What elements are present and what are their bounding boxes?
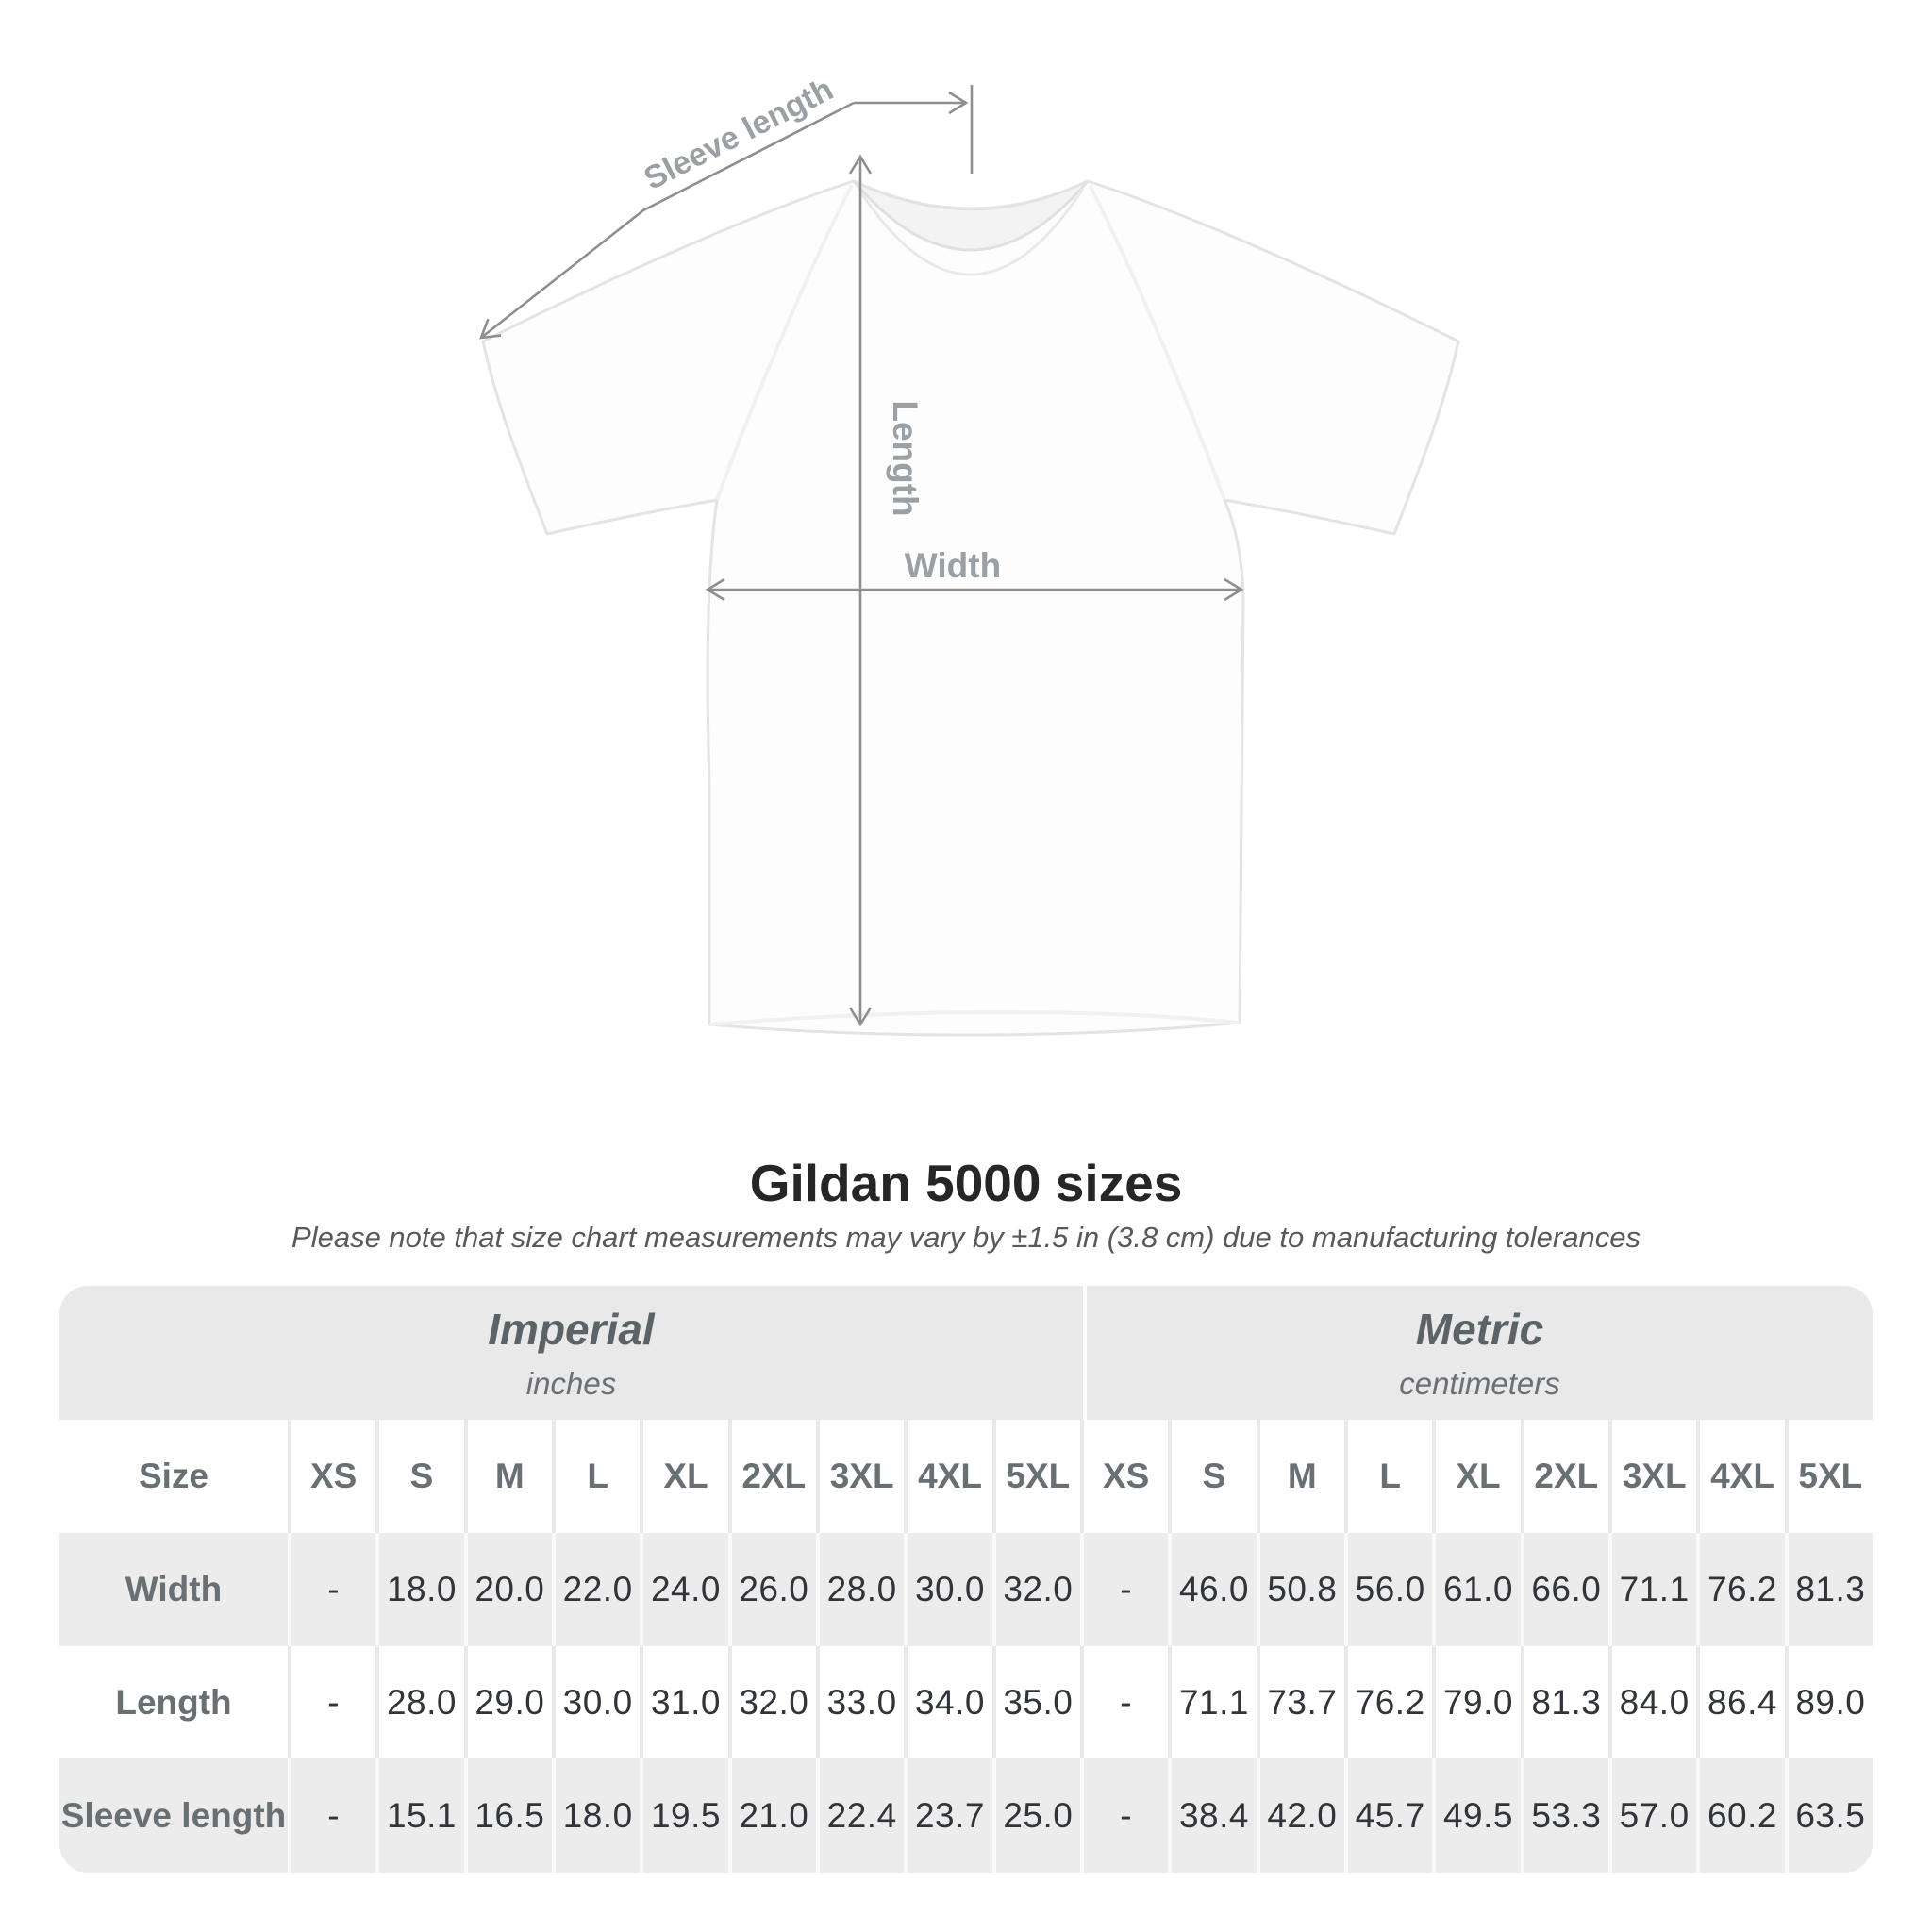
value-cell: -	[1080, 1646, 1168, 1758]
value-cell: 32.0	[992, 1533, 1080, 1646]
length-row	[59, 1646, 1873, 1758]
size-header-cell: M	[1257, 1420, 1344, 1533]
value-cell: 38.4	[1168, 1758, 1256, 1873]
row-label: Length	[115, 1682, 232, 1722]
size-header-cell: 4XL	[1696, 1420, 1784, 1533]
size-header-cell: S	[375, 1420, 463, 1533]
value-cell: 21.0	[728, 1758, 816, 1873]
value-cell: 46.0	[1168, 1533, 1256, 1646]
value-cell: 28.0	[816, 1533, 904, 1646]
value-cell: 60.2	[1696, 1758, 1784, 1873]
width-label: Width	[904, 546, 1002, 585]
row-label: Width	[125, 1570, 223, 1608]
size-header-cell: L	[552, 1420, 640, 1533]
value-cell: 71.1	[1608, 1533, 1696, 1646]
value-cell: 63.5	[1785, 1758, 1873, 1873]
value-cell: 57.0	[1608, 1758, 1696, 1873]
imperial-header-cell	[59, 1286, 1083, 1420]
value-cell: 33.0	[816, 1646, 904, 1758]
sleeve-length-row	[59, 1758, 1873, 1873]
size-header-cell: 5XL	[992, 1420, 1080, 1533]
value-cell: 30.0	[552, 1646, 640, 1758]
value-cell: 29.0	[464, 1646, 552, 1758]
value-cell: 61.0	[1432, 1533, 1520, 1646]
value-cell: 76.2	[1696, 1533, 1784, 1646]
value-cell: 89.0	[1785, 1646, 1873, 1758]
value-cell: 18.0	[552, 1758, 640, 1873]
length-label: Length	[886, 400, 924, 517]
size-table	[59, 1286, 1873, 1873]
value-cell: -	[1080, 1758, 1168, 1873]
value-cell: 76.2	[1344, 1646, 1432, 1758]
value-cell: 22.4	[816, 1758, 904, 1873]
value-cell: 81.3	[1785, 1533, 1873, 1646]
size-header-cell: 5XL	[1785, 1420, 1873, 1533]
metric-sublabel: centimeters	[1399, 1366, 1560, 1401]
imperial-sublabel: inches	[525, 1366, 617, 1401]
value-cell: 25.0	[992, 1758, 1080, 1873]
value-cell: 22.0	[552, 1533, 640, 1646]
value-cell: 16.5	[464, 1758, 552, 1873]
value-cell: 28.0	[375, 1646, 463, 1758]
value-cell: -	[288, 1758, 375, 1873]
value-cell: 34.0	[904, 1646, 991, 1758]
size-header-cell: XL	[1432, 1420, 1520, 1533]
size-header-cell: 3XL	[816, 1420, 904, 1533]
tshirt-graphic	[483, 181, 1458, 1035]
size-header-cell: S	[1168, 1420, 1256, 1533]
value-cell: 49.5	[1432, 1758, 1520, 1873]
value-cell: 20.0	[464, 1533, 552, 1646]
value-cell: 66.0	[1521, 1533, 1608, 1646]
value-cell: 19.5	[640, 1758, 727, 1873]
unit-header-row	[59, 1286, 1873, 1420]
value-cell: 32.0	[728, 1646, 816, 1758]
value-cell: 23.7	[904, 1758, 991, 1873]
value-cell: 86.4	[1696, 1646, 1784, 1758]
value-cell: 84.0	[1608, 1646, 1696, 1758]
page-title: Gildan 5000 sizes	[749, 1154, 1183, 1212]
row-label: Sleeve length	[60, 1795, 287, 1835]
value-cell: 50.8	[1257, 1533, 1344, 1646]
value-cell: 42.0	[1257, 1758, 1344, 1873]
size-header-cell: 2XL	[1521, 1420, 1608, 1533]
value-cell: 73.7	[1257, 1646, 1344, 1758]
value-cell: 56.0	[1344, 1533, 1432, 1646]
value-cell: 18.0	[375, 1533, 463, 1646]
size-header-cell: 2XL	[728, 1420, 816, 1533]
value-cell: 79.0	[1432, 1646, 1520, 1758]
value-cell: -	[1080, 1533, 1168, 1646]
size-header-cell: M	[464, 1420, 552, 1533]
size-header-cell: XL	[640, 1420, 727, 1533]
imperial-label: Imperial	[488, 1305, 655, 1354]
size-header-cell: 3XL	[1608, 1420, 1696, 1533]
size-header-cell: 4XL	[904, 1420, 991, 1533]
width-row	[59, 1533, 1873, 1646]
size-column-label: Size	[138, 1457, 209, 1495]
page-subtitle: Please note that size chart measurements may vary by ±1.5 in (3.8 cm) due to manufacturing tolerances	[291, 1221, 1641, 1254]
value-cell: 30.0	[904, 1533, 991, 1646]
value-cell: 53.3	[1521, 1758, 1608, 1873]
size-header-cell: XS	[1080, 1420, 1168, 1533]
value-cell: 45.7	[1344, 1758, 1432, 1873]
value-cell: 35.0	[992, 1646, 1080, 1758]
value-cell: 31.0	[640, 1646, 727, 1758]
metric-header-cell	[1083, 1286, 1873, 1420]
metric-label: Metric	[1415, 1305, 1544, 1354]
value-cell: 15.1	[375, 1758, 463, 1873]
value-cell: -	[288, 1646, 375, 1758]
sleeve-length-label: Sleeve length	[638, 71, 840, 197]
size-header-row	[59, 1420, 1873, 1533]
value-cell: 81.3	[1521, 1646, 1608, 1758]
value-cell: 26.0	[728, 1533, 816, 1646]
value-cell: 71.1	[1168, 1646, 1256, 1758]
size-header-cell: L	[1344, 1420, 1432, 1533]
value-cell: -	[288, 1533, 375, 1646]
size-header-cell: XS	[288, 1420, 375, 1533]
value-cell: 24.0	[640, 1533, 727, 1646]
